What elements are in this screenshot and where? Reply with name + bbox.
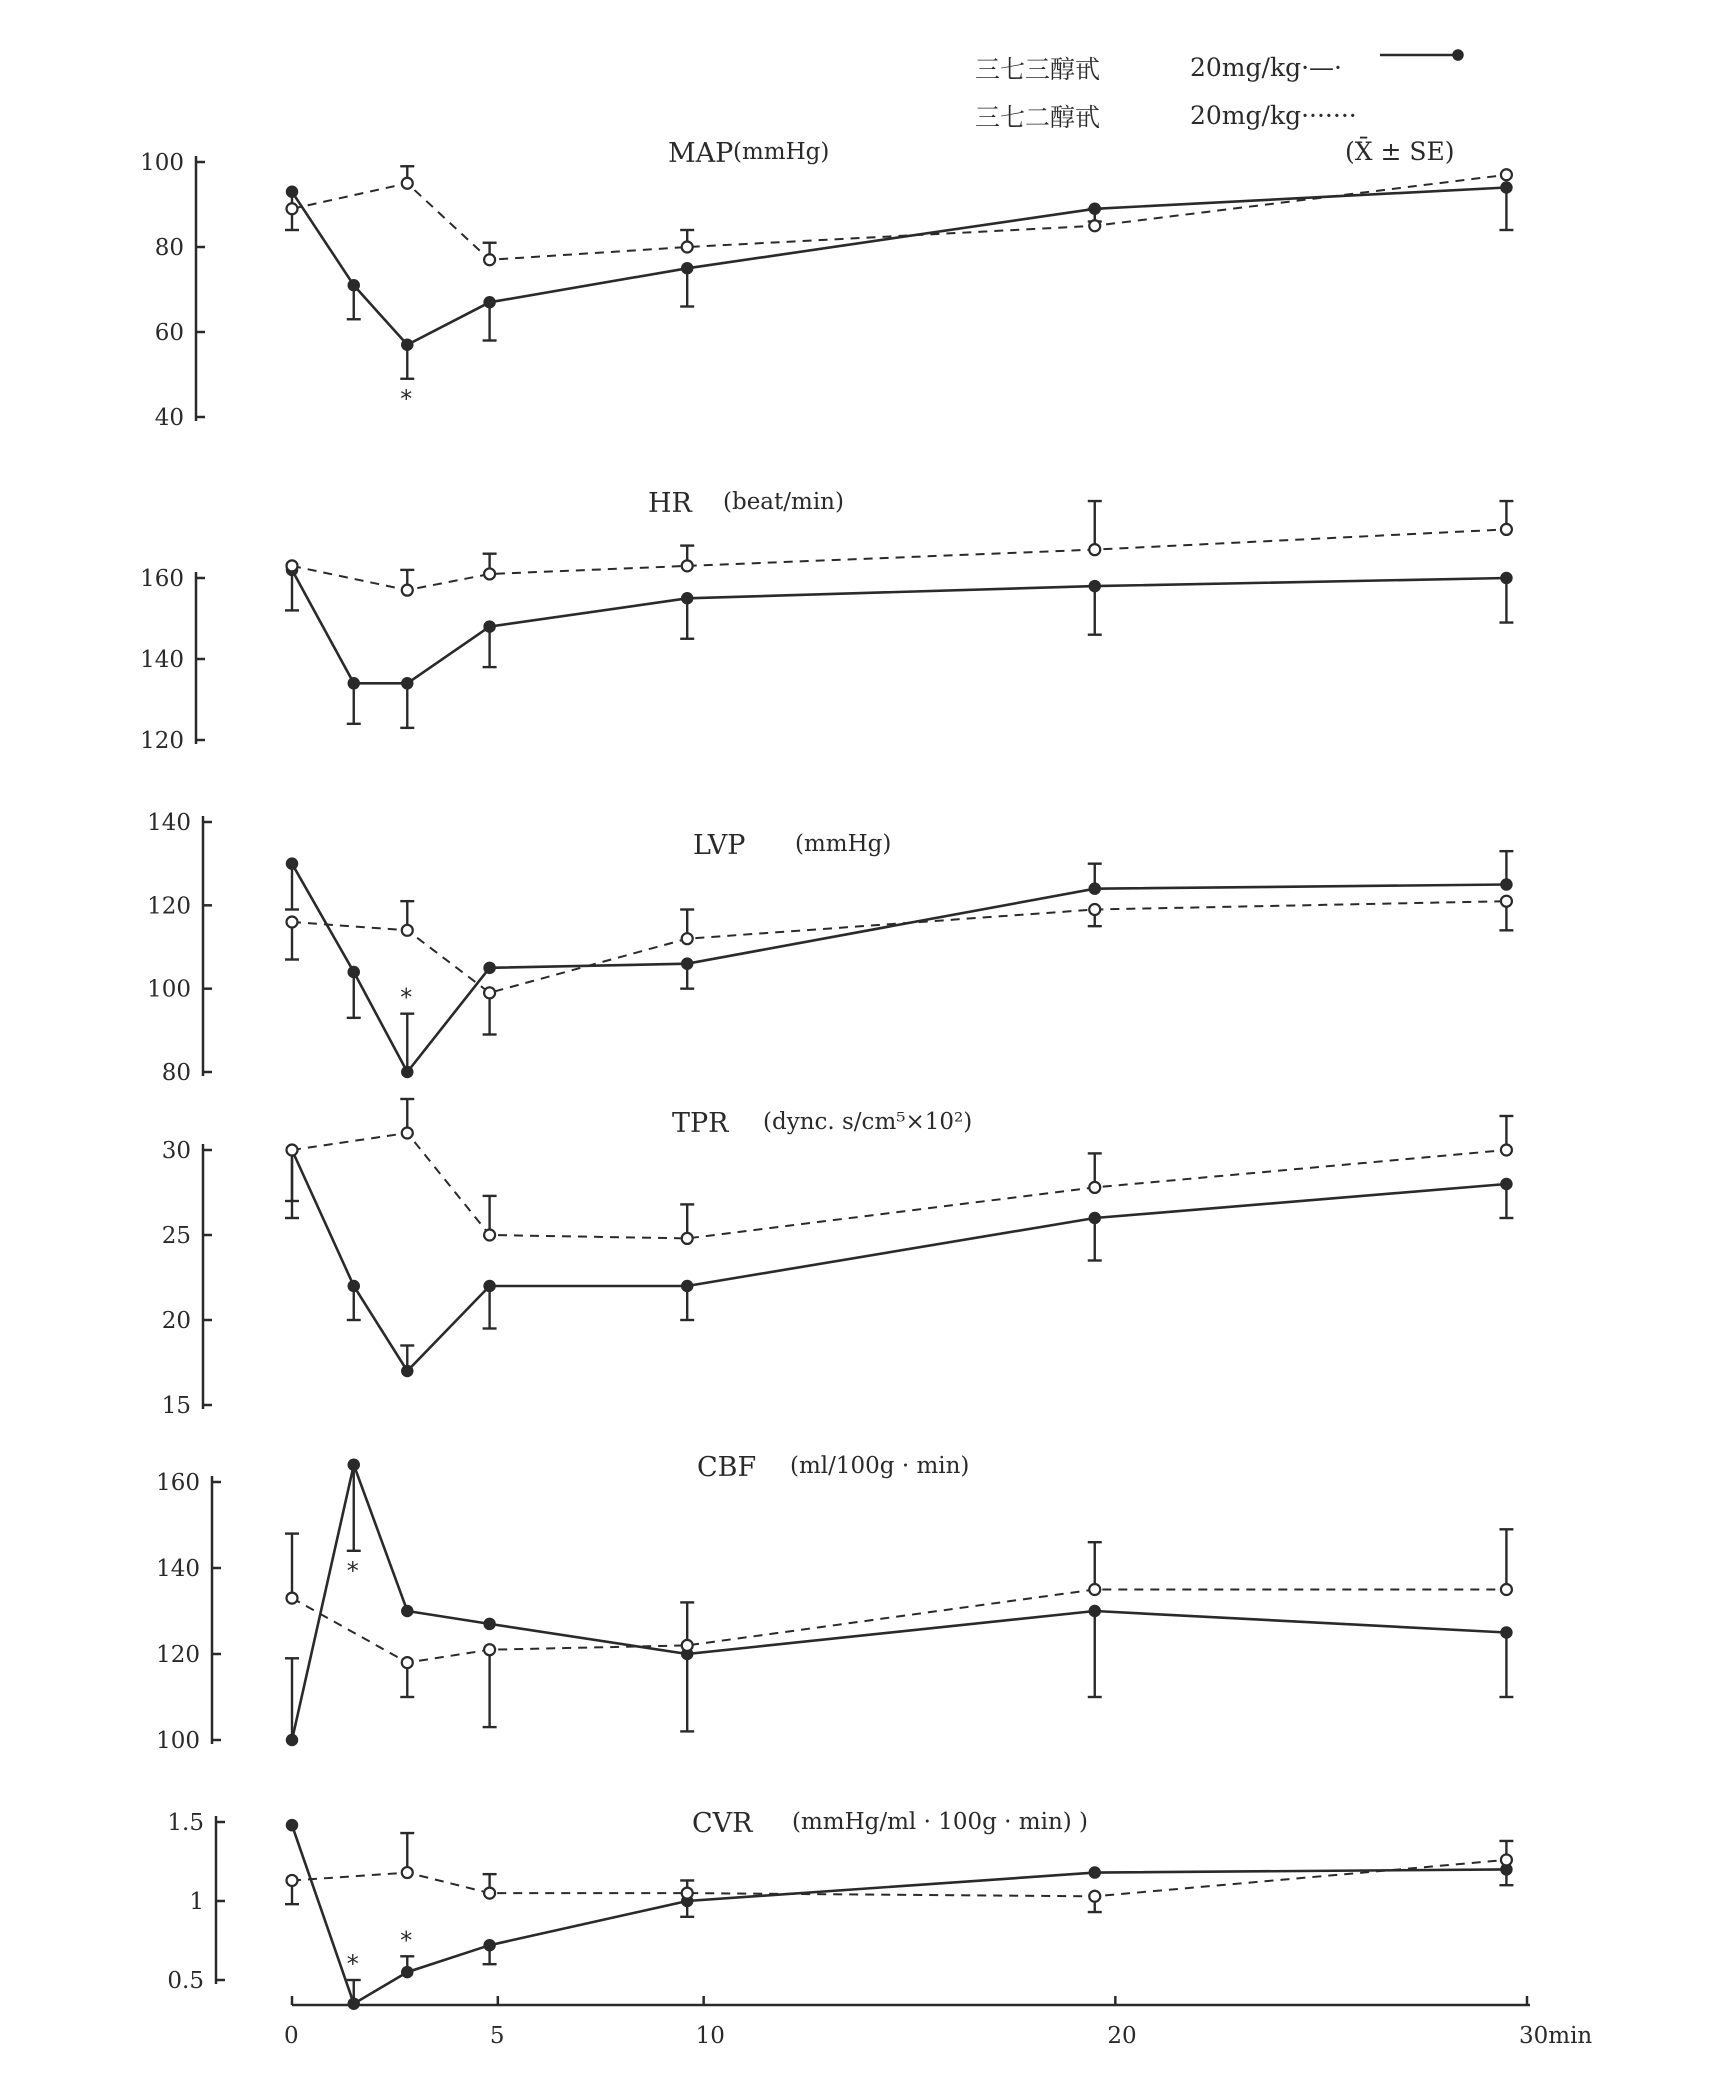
lvp-y-tick-label: 100 xyxy=(147,976,191,1003)
hr-solid-point xyxy=(1501,573,1512,584)
cvr-title: CVR xyxy=(692,1808,753,1839)
map-dashed-point xyxy=(402,178,413,189)
cvr-y-tick-label: 1.5 xyxy=(167,1810,204,1836)
tpr-dashed-point xyxy=(1501,1145,1512,1156)
cvr-solid-point xyxy=(402,1967,413,1978)
lvp-dashed-point xyxy=(1089,904,1100,915)
map-solid-point xyxy=(682,263,693,274)
panel-tpr xyxy=(162,1099,1514,1419)
hr-solid-point xyxy=(402,678,413,689)
tpr-solid-point xyxy=(348,1281,359,1292)
hr-title: HR xyxy=(648,488,692,519)
cbf-solid-point xyxy=(402,1606,413,1617)
hr-solid-line xyxy=(292,570,1506,683)
hr-y-tick-label: 120 xyxy=(140,728,184,754)
legend-dashed-dose: 20mg/kg······· xyxy=(1190,101,1357,130)
hr-solid-point xyxy=(348,678,359,689)
cbf-dashed-point xyxy=(287,1593,298,1604)
cvr-y-tick-label: 0.5 xyxy=(167,1968,204,1994)
lvp-significance-star: * xyxy=(400,983,413,1012)
cbf-dashed-point xyxy=(1089,1584,1100,1595)
legend-solid-marker xyxy=(1453,50,1463,60)
map-y-tick-label: 40 xyxy=(154,405,184,431)
lvp-dashed-point xyxy=(682,933,693,944)
map-solid-point xyxy=(484,297,495,308)
cbf-significance-star: * xyxy=(346,1556,359,1585)
hr-y-tick-label: 140 xyxy=(140,647,184,673)
map-solid-point xyxy=(348,280,359,291)
map-y-tick-label: 80 xyxy=(154,235,184,261)
lvp-solid-point xyxy=(287,858,298,869)
map-solid-point xyxy=(402,339,413,350)
lvp-unit: (mmHg) xyxy=(795,831,892,857)
cvr-significance-star: * xyxy=(400,1926,413,1955)
hr-dashed-point xyxy=(682,560,693,571)
lvp-solid-point xyxy=(682,958,693,969)
cbf-title: CBF xyxy=(697,1452,757,1483)
tpr-dashed-point xyxy=(402,1128,413,1139)
cvr-series-solid xyxy=(287,1820,1514,2010)
cvr-series-dashed xyxy=(285,1833,1513,1912)
cvr-dashed-point xyxy=(682,1888,693,1899)
map-solid-point xyxy=(287,186,298,197)
map-dashed-point xyxy=(287,203,298,214)
lvp-y-tick-label: 80 xyxy=(161,1060,191,1086)
cbf-solid-point xyxy=(1501,1627,1512,1638)
panel-map xyxy=(140,138,1513,431)
cvr-solid-point xyxy=(1089,1867,1100,1878)
lvp-dashed-point xyxy=(402,925,413,936)
tpr-dashed-point xyxy=(287,1145,298,1156)
map-dashed-point xyxy=(682,242,693,253)
legend-solid-label: 三七三醇甙 xyxy=(975,55,1101,84)
lvp-solid-point xyxy=(1501,879,1512,890)
cbf-series-dashed xyxy=(285,1529,1513,1727)
lvp-series-solid xyxy=(285,851,1513,1077)
tpr-solid-point xyxy=(1089,1213,1100,1224)
lvp-dashed-point xyxy=(287,917,298,928)
cbf-series-solid xyxy=(285,1459,1513,1745)
hr-solid-point xyxy=(1089,581,1100,592)
x-tick-label: 20 xyxy=(1107,2023,1137,2049)
lvp-solid-point xyxy=(348,967,359,978)
tpr-unit: (dync. s/cm⁵×10²) xyxy=(763,1109,973,1135)
tpr-series-solid xyxy=(285,1145,1513,1377)
hr-y-tick-label: 160 xyxy=(140,566,184,592)
legend-solid-dose: 20mg/kg·—· xyxy=(1190,53,1342,82)
hr-series-solid xyxy=(285,564,1513,727)
tpr-title: TPR xyxy=(672,1108,729,1139)
cvr-solid-point xyxy=(484,1940,495,1951)
cbf-dashed-line xyxy=(292,1590,1506,1663)
map-unit: (mmHg) xyxy=(733,139,830,165)
lvp-solid-point xyxy=(402,1067,413,1078)
cbf-solid-point xyxy=(484,1618,495,1629)
cbf-solid-point xyxy=(348,1459,359,1470)
tpr-solid-point xyxy=(682,1281,693,1292)
cbf-y-tick-label: 160 xyxy=(156,1470,200,1496)
legend-dashed-label: 三七二醇甙 xyxy=(975,103,1101,132)
panel-hr xyxy=(140,488,1513,754)
lvp-y-tick-label: 140 xyxy=(147,810,191,836)
cvr-dashed-point xyxy=(402,1867,413,1878)
panel-lvp xyxy=(147,810,1513,1086)
x-tick-label: 10 xyxy=(695,2023,725,2049)
map-dashed-line xyxy=(292,175,1506,260)
cvr-solid-line xyxy=(292,1825,1506,2004)
lvp-solid-point xyxy=(1089,883,1100,894)
lvp-dashed-line xyxy=(292,901,1506,993)
cbf-y-tick-label: 100 xyxy=(156,1728,200,1754)
cvr-y-tick-label: 1 xyxy=(189,1889,204,1915)
tpr-solid-point xyxy=(484,1281,495,1292)
hr-dashed-point xyxy=(287,560,298,571)
cbf-dashed-point xyxy=(484,1644,495,1655)
cbf-solid-point xyxy=(1089,1606,1100,1617)
tpr-y-tick-label: 20 xyxy=(161,1308,191,1334)
hr-dashed-point xyxy=(402,585,413,596)
x-tick-label: 0 xyxy=(284,2023,299,2049)
cvr-dashed-point xyxy=(1501,1854,1512,1865)
map-series-dashed xyxy=(287,166,1512,265)
cvr-solid-point xyxy=(348,1998,359,2009)
legend-stat: (X̄ ± SE) xyxy=(1345,137,1455,166)
lvp-dashed-point xyxy=(484,987,495,998)
hr-solid-point xyxy=(682,593,693,604)
cvr-solid-point xyxy=(287,1820,298,1831)
cbf-y-tick-label: 140 xyxy=(156,1556,200,1582)
map-y-tick-label: 100 xyxy=(140,150,184,176)
map-dashed-point xyxy=(484,254,495,265)
x-axis xyxy=(284,1996,1592,2049)
cbf-unit: (ml/100g · min) xyxy=(790,1453,970,1479)
hr-dashed-point xyxy=(1501,524,1512,535)
cbf-y-tick-label: 120 xyxy=(156,1642,200,1668)
lvp-dashed-point xyxy=(1501,896,1512,907)
hr-dashed-point xyxy=(1089,544,1100,555)
tpr-dashed-point xyxy=(484,1230,495,1241)
cvr-dashed-line xyxy=(292,1860,1506,1896)
tpr-dashed-line xyxy=(292,1133,1506,1238)
tpr-solid-point xyxy=(402,1366,413,1377)
tpr-y-tick-label: 15 xyxy=(161,1393,191,1419)
map-dashed-point xyxy=(1089,220,1100,231)
cvr-unit: (mmHg/ml · 100g · min) ) xyxy=(792,1809,1089,1835)
cbf-solid-point xyxy=(287,1735,298,1746)
cbf-dashed-point xyxy=(1501,1584,1512,1595)
lvp-y-tick-label: 120 xyxy=(147,893,191,920)
hr-dashed-point xyxy=(484,568,495,579)
x-tick-label: 5 xyxy=(489,2023,505,2049)
hr-unit: (beat/min) xyxy=(723,489,844,515)
tpr-dashed-point xyxy=(682,1233,693,1244)
map-solid-line xyxy=(292,188,1506,345)
x-tick-label: 30min xyxy=(1519,2023,1593,2049)
map-y-tick-label: 60 xyxy=(154,320,184,346)
map-series-solid xyxy=(285,182,1513,413)
cvr-significance-star: * xyxy=(346,1950,359,1978)
lvp-solid-point xyxy=(484,962,495,973)
tpr-y-tick-label: 25 xyxy=(161,1223,191,1249)
cbf-dashed-point xyxy=(402,1657,413,1668)
hr-solid-point xyxy=(484,621,495,632)
cvr-dashed-point xyxy=(287,1875,298,1886)
panel-cvr xyxy=(167,1808,1513,2009)
cbf-dashed-point xyxy=(682,1640,693,1651)
tpr-dashed-point xyxy=(1089,1182,1100,1193)
tpr-solid-point xyxy=(1501,1179,1512,1190)
lvp-series-dashed xyxy=(285,896,1513,1035)
lvp-solid-line xyxy=(292,864,1506,1072)
tpr-solid-line xyxy=(292,1150,1506,1371)
panels xyxy=(140,138,1513,2009)
map-dashed-point xyxy=(1501,169,1512,180)
cvr-dashed-point xyxy=(484,1888,495,1899)
cbf-solid-line xyxy=(292,1465,1506,1740)
map-solid-point xyxy=(1501,182,1512,193)
legend xyxy=(975,50,1463,166)
map-title: MAP xyxy=(668,138,734,169)
lvp-title: LVP xyxy=(693,830,746,861)
map-significance-star: * xyxy=(400,384,413,413)
panel-cbf xyxy=(156,1452,1513,1754)
tpr-y-tick-label: 30 xyxy=(161,1138,191,1164)
cvr-dashed-point xyxy=(1089,1891,1100,1902)
